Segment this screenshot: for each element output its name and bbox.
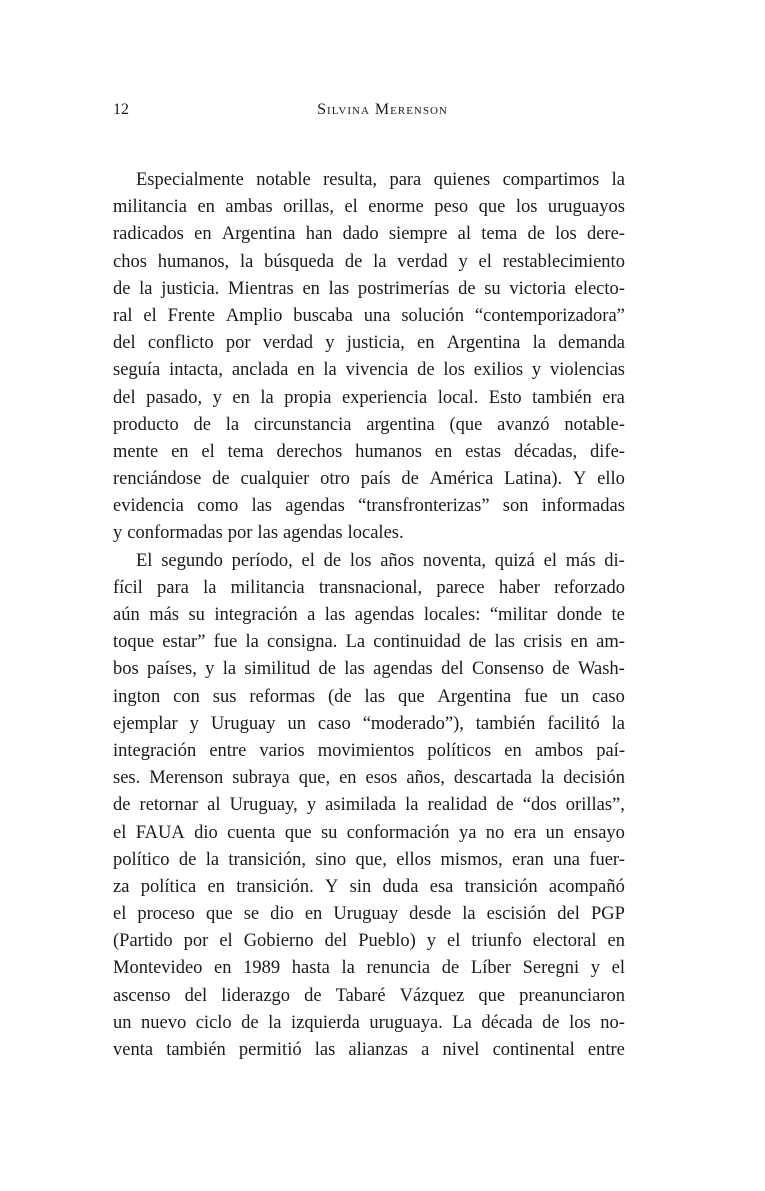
text-line: ington con sus reformas (de las que Argentina fue un caso [113,686,625,707]
text-line: chos humanos, la búsqueda de la verdad y el restablecimiento [113,251,625,272]
text-line: de retornar al Uruguay, y asimilada la realidad de “dos orillas”, [113,795,625,816]
text-line: fícil para la militancia transnacional, parece haber reforzado [113,577,625,598]
text-line: Montevideo en 1989 hasta la renuncia de Líber Seregni y el [113,958,625,979]
text-line: ral el Frente Amplio buscaba una solución “contemporizadora” [113,305,625,326]
text-line: del pasado, y en la propia experiencia local. Esto también era [113,387,625,408]
body-text [113,167,625,1064]
text-line: venta también permitió las alianzas a nivel continental entre [113,1040,625,1060]
text-line: producto de la circunstancia argentina (que avanzó notable- [113,414,625,435]
text-line: radicados en Argentina han dado siempre al tema de los dere- [113,224,625,245]
text-line: ejemplar y Uruguay un caso “moderado”), también facilitó la [113,713,625,734]
text-line: político de la transición, sino que, ellos mismos, eran una fuer- [113,849,625,870]
page-number: 12 [113,101,129,118]
paragraph [113,548,625,1065]
text-line: ascenso del liderazgo de Tabaré Vázquez que preanunciaron [113,985,625,1006]
text-line: seguía intacta, anclada en la vivencia de los exilios y violencias [113,360,625,381]
text-line: toque estar” fue la consigna. La continuidad de las crisis en am- [113,632,625,653]
text-line: aún más su integración a las agendas locales: “militar donde te [113,605,625,625]
text-line: y conformadas por las agendas locales. [113,523,404,544]
text-line: militancia en ambas orillas, el enorme peso que los uruguayos [113,197,625,218]
text-line: el FAUA dio cuenta que su conformación ya no era un ensayo [113,822,625,843]
text-line: (Partido por el Gobierno del Pueblo) y el triunfo electoral en [113,931,625,952]
text-line: Especialmente notable resulta, para quienes compartimos la [136,170,625,190]
text-line: El segundo período, el de los años noventa, quizá el más di- [136,550,625,571]
text-line: del conflicto por verdad y justicia, en Argentina la demanda [113,333,625,354]
text-line: ses. Merenson subraya que, en esos años, descartada la decisión [113,768,625,789]
paragraph [113,167,625,548]
text-line: renciándose de cualquier otro país de América Latina). Y ello [113,469,625,490]
text-line: bos países, y la similitud de las agendas del Consenso de Wash- [113,659,625,680]
text-line: mente en el tema derechos humanos en estas décadas, dife- [113,441,625,462]
text-line: integración entre varios movimientos políticos en ambos paí- [113,740,625,761]
text-line: de la justicia. Mientras en las postrimerías de su victoria electo- [113,278,625,299]
running-head: Silvina Merenson [317,101,448,118]
text-line: evidencia como las agendas “transfronterizas” son informadas [113,496,625,517]
text-line: za política en transición. Y sin duda esa transición acompañó [113,876,625,897]
text-line: el proceso que se dio en Uruguay desde la escisión del PGP [113,904,625,925]
text-line: un nuevo ciclo de la izquierda uruguaya. La década de los no- [113,1012,625,1033]
